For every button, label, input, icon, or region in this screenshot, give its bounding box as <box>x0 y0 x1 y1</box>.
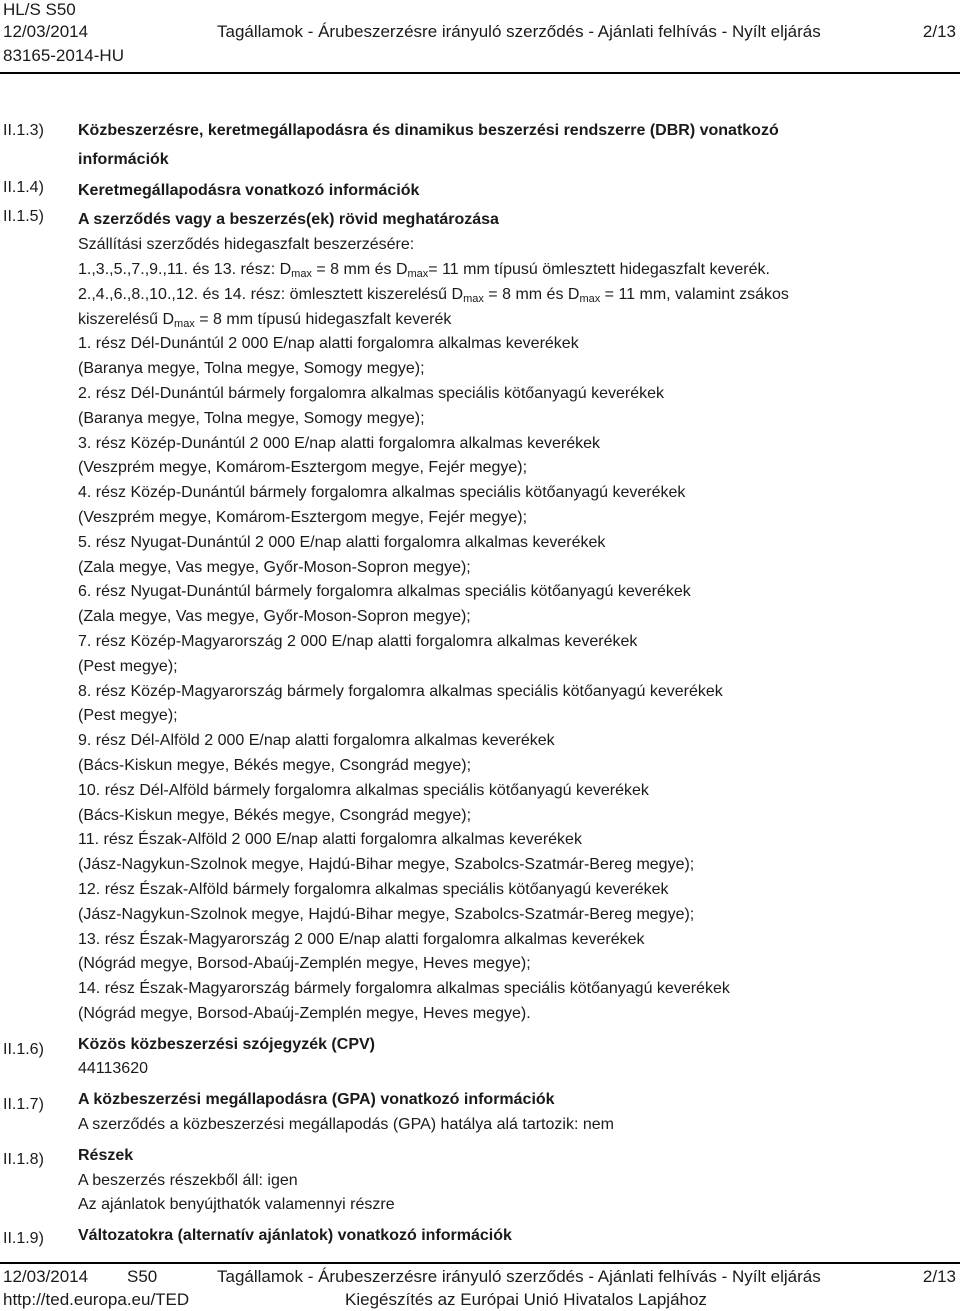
section-title: Közös közbeszerzési szójegyzék (CPV) <box>78 1035 375 1053</box>
section-number: II.1.8) <box>3 1151 44 1168</box>
footer-series: S50 <box>127 1267 158 1286</box>
lot-region: (Pest megye); <box>78 707 178 725</box>
lot-title: 11. rész Észak-Alföld 2 000 E/nap alatti forgalomra alkalmas keverékek <box>78 831 582 849</box>
lot-region: (Bács-Kiskun megye, Békés megye, Csongrád megye); <box>78 756 472 774</box>
lot-region: (Nógrád megye, Borsod-Abaúj-Zemplén megye, Heves megye). <box>78 1004 531 1022</box>
lot-title: 13. rész Észak-Magyarország 2 000 E/nap alatti forgalomra alkalmas keverékek <box>78 930 645 948</box>
section-number: II.1.6) <box>3 1041 44 1058</box>
cpv-code: 44113620 <box>78 1060 148 1078</box>
even-lots-spec-cont: kiszerelésű $D_{max} = 8$ mm típusú hidegaszfalt keverék <box>78 310 452 330</box>
footer-title: Tagállamok - Árubeszerzésre irányuló szerződés - Ajánlati felhívás - Nyílt eljárás <box>217 1267 821 1286</box>
lot-region: (Pest megye); <box>78 657 178 675</box>
contract-intro: Szállítási szerződés hidegaszfalt beszerzésére: <box>78 236 415 254</box>
section-number: II.1.4) <box>3 179 44 196</box>
section-title: A szerződés vagy a beszerzés(ek) rövid meghatározása <box>78 211 499 229</box>
lot-region: (Jász-Nagykun-Szolnok megye, Hajdú-Bihar megye, Szabolcs-Szatmár-Bereg megye); <box>78 905 695 923</box>
section-title: Részek <box>78 1146 134 1164</box>
lot-region: (Veszprém megye, Komárom-Esztergom megye, Fejér megye); <box>78 508 528 526</box>
header-title: Tagállamok - Árubeszerzésre irányuló szerződés - Ajánlati felhívás - Nyílt eljárás <box>217 22 821 41</box>
section-number: II.1.3) <box>3 122 44 139</box>
header-page-number: 2/13 <box>922 22 956 41</box>
section-number: II.1.7) <box>3 1096 44 1113</box>
lot-title: 6. rész Nyugat-Dunántúl bármely forgalomra alkalmas speciális kötőanyagú keverékek <box>78 583 691 601</box>
lot-title: 3. rész Közép-Dunántúl 2 000 E/nap alatti forgalomra alkalmas keverékek <box>78 434 601 452</box>
lot-title: 8. rész Közép-Magyarország bármely forgalomra alkalmas speciális kötőanyagú keverékek <box>78 682 723 700</box>
document-reference: 83165-2014-HU <box>3 46 124 65</box>
section-number: II.1.5) <box>3 208 44 225</box>
odd-lots-spec: 1.,3.,5.,7.,9.,11. és 13. rész: $D_{max} = 8$ mm és $D_{max}= 11$ mm típusú ömlesztett hidegaszfalt keverék. <box>78 260 770 280</box>
section-title-cont: információk <box>78 150 169 168</box>
lots-statement: Az ajánlatok benyújthatók valamennyi részre <box>78 1196 395 1214</box>
lot-region: (Zala megye, Vas megye, Győr-Moson-Sopron megye); <box>78 558 471 576</box>
lots-statement: A beszerzés részekből áll: igen <box>78 1171 298 1189</box>
lot-title: 2. rész Dél-Dunántúl bármely forgalomra alkalmas speciális kötőanyagú keverékek <box>78 384 665 402</box>
lot-title: 12. rész Észak-Alföld bármely forgalomra alkalmas speciális kötőanyagú keverékek <box>78 880 669 898</box>
lot-title: 14. rész Észak-Magyarország bármely forgalomra alkalmas speciális kötőanyagú keverékek <box>78 980 730 998</box>
lot-region: (Baranya megye, Tolna megye, Somogy megye); <box>78 409 425 427</box>
section-number: II.1.9) <box>3 1230 44 1247</box>
gpa-statement: A szerződés a közbeszerzési megállapodás (GPA) hatálya alá tartozik: nem <box>78 1116 614 1134</box>
journal-code: HL/S S50 <box>3 0 76 19</box>
section-title: A közbeszerzési megállapodásra (GPA) vonatkozó információk <box>78 1091 555 1109</box>
document-body <box>78 119 956 1249</box>
lot-title: 4. rész Közép-Dunántúl bármely forgalomra alkalmas speciális kötőanyagú keverékek <box>78 484 686 502</box>
lot-region: (Bács-Kiskun megye, Békés megye, Csongrád megye); <box>78 806 472 824</box>
section-title: Keretmegállapodásra vonatkozó információk <box>78 181 420 199</box>
footer-url-link[interactable]: http://ted.europa.eu/TED <box>3 1290 190 1309</box>
lot-title: 10. rész Dél-Alföld bármely forgalomra alkalmas speciális kötőanyagú keverékek <box>78 781 649 799</box>
header-rule <box>0 72 960 74</box>
lot-region: (Baranya megye, Tolna megye, Somogy megye); <box>78 360 425 378</box>
lot-region: (Nógrád megye, Borsod-Abaúj-Zemplén megye, Heves megye); <box>78 955 531 973</box>
lot-region: (Jász-Nagykun-Szolnok megye, Hajdú-Bihar megye, Szabolcs-Szatmár-Bereg megye); <box>78 856 695 874</box>
footer-rule <box>0 1262 960 1264</box>
lot-title: 9. rész Dél-Alföld 2 000 E/nap alatti forgalomra alkalmas keverékek <box>78 732 555 750</box>
footer-date: 12/03/2014 <box>3 1267 89 1286</box>
lot-region: (Veszprém megye, Komárom-Esztergom megye, Fejér megye); <box>78 459 528 477</box>
lot-title: 7. rész Közép-Magyarország 2 000 E/nap alatti forgalomra alkalmas keverékek <box>78 632 638 650</box>
section-title: Változatokra (alternatív ajánlatok) vonatkozó információk <box>78 1227 512 1245</box>
lot-title: 5. rész Nyugat-Dunántúl 2 000 E/nap alatti forgalomra alkalmas keverékek <box>78 533 606 551</box>
even-lots-spec: 2.,4.,6.,8.,10.,12. és 14. rész: ömlesztett kiszerelésű $D_{max} = 8$ mm és $D_{max} = 11$ mm, valamint zsákos <box>78 285 789 305</box>
header-date: 12/03/2014 <box>3 22 89 41</box>
lot-title: 1. rész Dél-Dunántúl 2 000 E/nap alatti forgalomra alkalmas keverékek <box>78 335 579 353</box>
lots-list <box>78 332 956 1026</box>
section-title: Közbeszerzésre, keretmegállapodásra és dinamikus beszerzési rendszerre (DBR) vonatkozó <box>78 122 779 139</box>
lot-region: (Zala megye, Vas megye, Győr-Moson-Sopron megye); <box>78 608 471 626</box>
footer-page-number: 2/13 <box>922 1267 956 1286</box>
footer-supplement: Kiegészítés az Európai Unió Hivatalos Lapjához <box>345 1290 707 1309</box>
